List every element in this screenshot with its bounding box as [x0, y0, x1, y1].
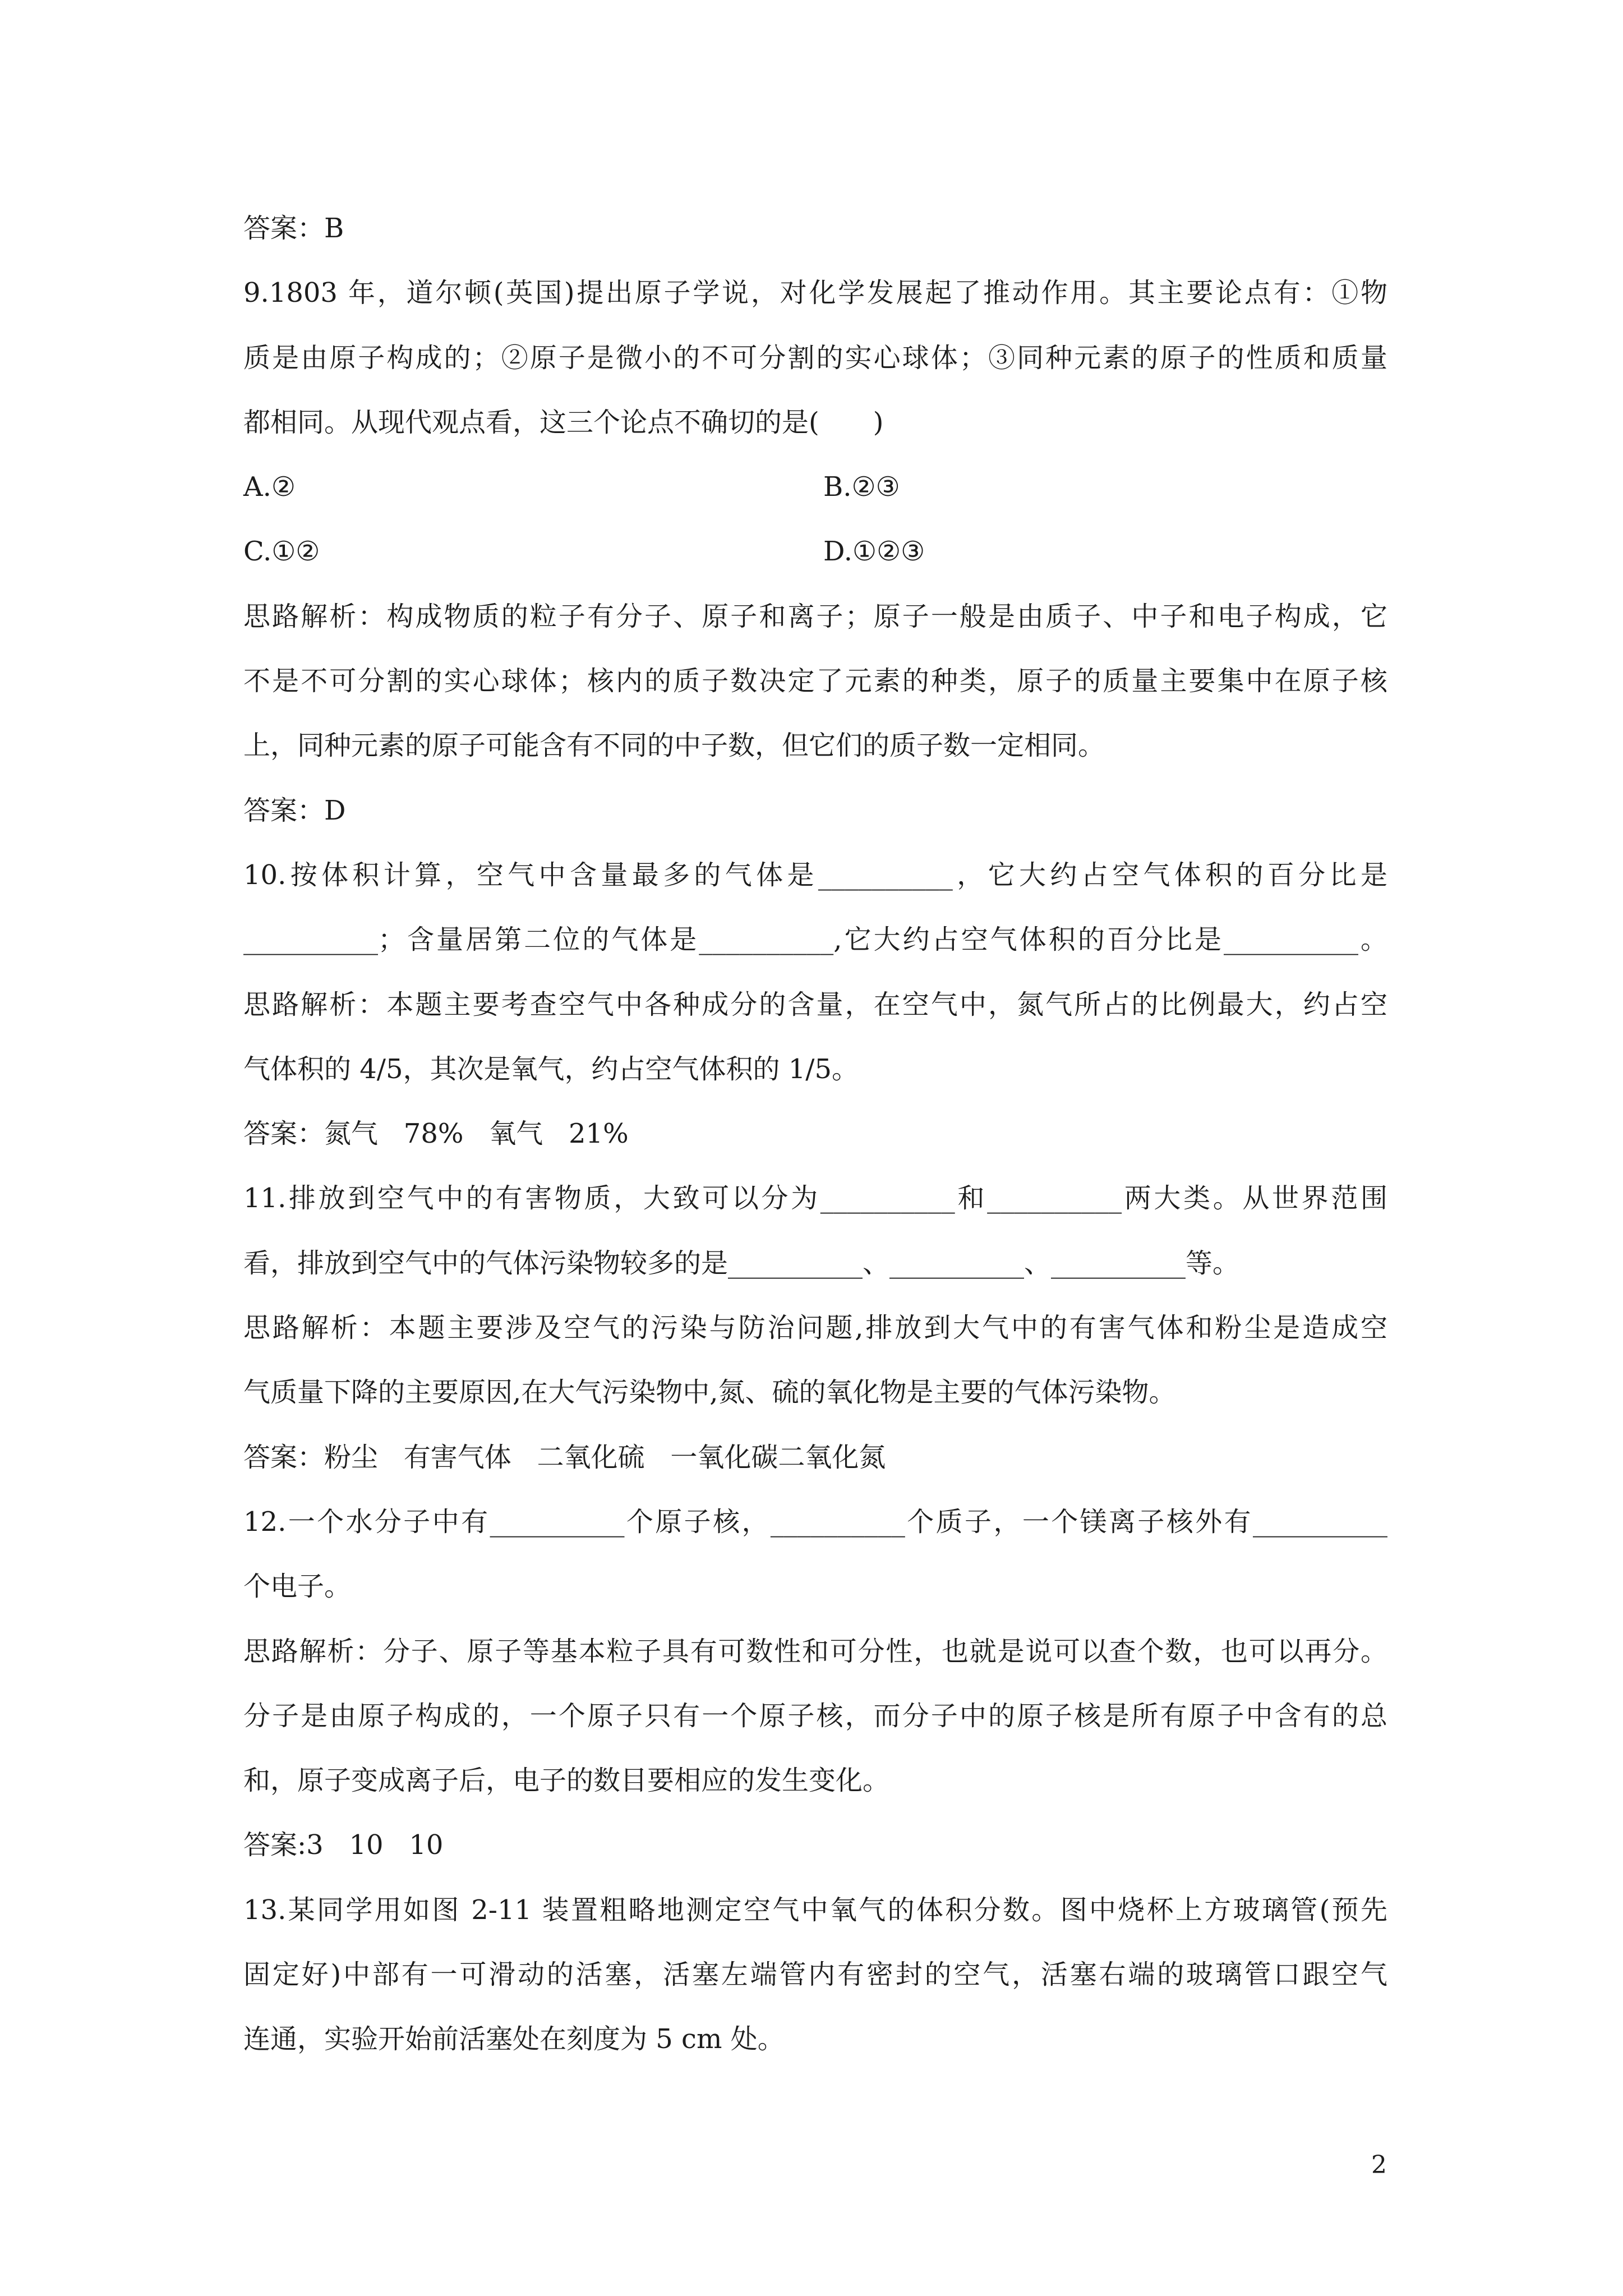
question-9-stem-line: 都相同。从现代观点看，这三个论点不确切的是( ) [243, 406, 884, 438]
question-9-stem-line: 质是由原子构成的；②原子是微小的不可分割的实心球体；③同种元素的原子的性质和质量 [243, 342, 1387, 374]
option-b: B.②③ [823, 471, 900, 503]
question-11-answer-line: 答案：粉尘 有害气体 二氧化硫 一氧化碳二氧化氮 [243, 1441, 886, 1473]
question-9-analysis-line: 思路解析：构成物质的粒子有分子、原子和离子；原子一般是由质子、中子和电子构成，它 [243, 600, 1387, 632]
question-10-stem-line: __________；含量居第二位的气体是__________,它大约占空气体积的百分比是__________。 [243, 924, 1387, 956]
question-13-stem-line: 固定好)中部有一可滑动的活塞，活塞左端管内有密封的空气，活塞右端的玻璃管口跟空气 [243, 1959, 1387, 1991]
question-12-stem-line: 个电子。 [243, 1571, 352, 1603]
question-9-options-row [243, 519, 1387, 584]
question-12-analysis-line: 和，原子变成离子后，电子的数目要相应的发生变化。 [243, 1765, 890, 1797]
question-12-analysis-line: 思路解析：分子、原子等基本粒子具有可数性和可分性，也就是说可以查个数，也可以再分。 [243, 1635, 1387, 1667]
question-13-stem-line: 13.某同学用如图 2-11 装置粗略地测定空气中氧气的体积分数。图中烧杯上方玻璃管(预先 [243, 1894, 1387, 1926]
question-9-analysis-line: 上，同种元素的原子可能含有不同的中子数，但它们的质子数一定相同。 [243, 730, 1105, 762]
page-number: 2 [1371, 2151, 1387, 2179]
question-11-stem-line: 11.排放到空气中的有害物质，大致可以分为__________和__________两大类。从世界范围 [243, 1182, 1387, 1214]
option-d: D.①②③ [823, 536, 925, 568]
question-12-stem-line: 12.一个水分子中有__________个原子核，__________个质子，一个镁离子核外有__________ [243, 1506, 1387, 1538]
question-13-stem-line: 连通，实验开始前活塞处在刻度为 5 cm 处。 [243, 2023, 785, 2055]
previous-answer-line: 答案：B [243, 213, 344, 244]
question-10-stem-line: 10.按体积计算，空气中含量最多的气体是__________，它大约占空气体积的百分比是 [243, 859, 1387, 891]
option-c: C.①② [243, 536, 320, 568]
question-11-stem-line: 看，排放到空气中的气体污染物较多的是__________、__________、__________等。 [243, 1247, 1240, 1279]
question-11-analysis-line: 气质量下降的主要原因,在大气污染物中,氮、硫的氧化物是主要的气体污染物。 [243, 1377, 1176, 1409]
question-9-options-row [243, 455, 1387, 519]
question-9-answer-line: 答案：D [243, 794, 346, 826]
question-12-answer-line: 答案:3 10 10 [243, 1829, 444, 1861]
question-12-analysis-line: 分子是由原子构成的，一个原子只有一个原子核，而分子中的原子核是所有原子中含有的总 [243, 1700, 1387, 1732]
page-body [243, 196, 1387, 2072]
option-a: A.② [243, 471, 296, 503]
question-9-stem-line: 9.1803 年，道尔顿(英国)提出原子学说，对化学发展起了推动作用。其主要论点有：①物 [243, 277, 1387, 309]
question-11-analysis-line: 思路解析：本题主要涉及空气的污染与防治问题,排放到大气中的有害气体和粉尘是造成空 [243, 1312, 1387, 1344]
question-9-analysis-line: 不是不可分割的实心球体；核内的质子数决定了元素的种类，原子的质量主要集中在原子核 [243, 665, 1387, 697]
question-10-analysis-line: 气体积的 4/5，其次是氧气，约占空气体积的 1/5。 [243, 1053, 859, 1085]
question-10-answer-line: 答案：氮气 78% 氧气 21% [243, 1118, 629, 1150]
question-10-analysis-line: 思路解析：本题主要考查空气中各种成分的含量，在空气中，氮气所占的比例最大，约占空 [243, 988, 1387, 1020]
